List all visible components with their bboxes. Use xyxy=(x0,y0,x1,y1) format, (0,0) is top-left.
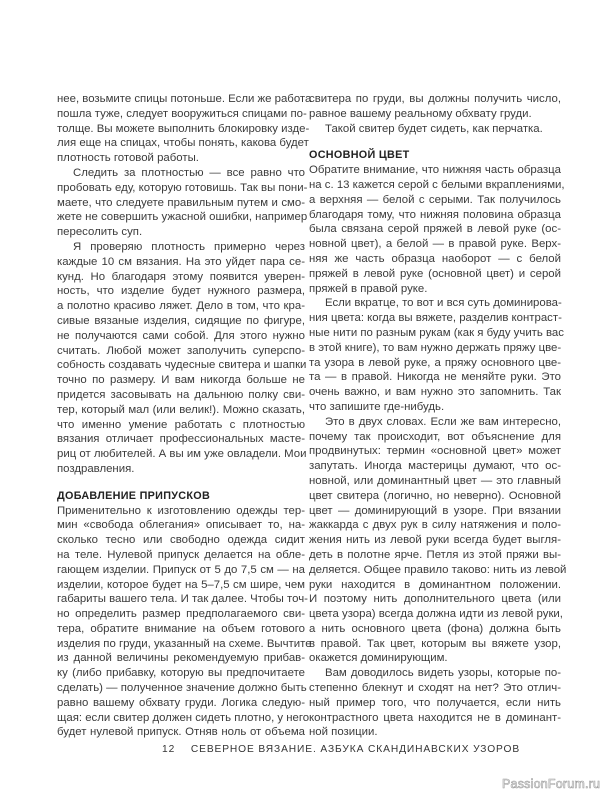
text-line: Следить за плотностью — все равно что xyxy=(73,166,305,179)
text-line: мин «свобода облегания» описывает то, на- xyxy=(57,519,305,532)
text-line: пряжей в правой руке. xyxy=(309,282,428,295)
text-line: жаккарда с двух рук в силу натяжения и поло- xyxy=(309,519,561,532)
text-line: но определить размер предполагаемого сви- xyxy=(57,608,305,621)
text-line: продвинутых: термин «основной цвет» может xyxy=(309,445,561,458)
text-line: сивые вязаные изделия, сидящие по фигуре, xyxy=(57,314,305,327)
text-line: на теле. Нулевой припуск делается на обле- xyxy=(57,548,305,561)
text-line: ку (либо прибавку, которую вы предпочитаете xyxy=(57,667,305,680)
text-line: изделии, которое будет на 5–7,5 см шире, чем xyxy=(57,578,305,591)
watermark: PassionForum.ru xyxy=(502,777,601,791)
left-column xyxy=(57,92,312,740)
text-line: из данной величины рекомендуемую прибав- xyxy=(57,652,305,665)
text-line: в этой книге), то вам нужно держать пряжу цве- xyxy=(309,341,562,354)
text-line: а полотно красиво ляжет. Дело в том, что кра- xyxy=(57,300,305,313)
text-line: руки находится в доминантном положении. xyxy=(309,578,561,591)
text-line: сделать) — полученное значение должно быть xyxy=(57,682,307,695)
text-line: пошла туже, следует вооружиться спицами по- xyxy=(57,107,307,120)
text-line: толще. Вы можете выполнить блокировку изде- xyxy=(57,122,310,135)
text-line: запутать. Иногда мастерицы думают, что ос- xyxy=(309,460,561,473)
text-line: тера, обратите внимание на объем готового xyxy=(57,622,305,635)
text-line: изделия по груди, указанный на схеме. Вычтите xyxy=(57,637,312,650)
text-line: И поэтому нить дополнительного цвета (или xyxy=(309,593,561,606)
text-line: собность создавать чудесные свитера и шапки xyxy=(57,359,307,372)
text-line: будет нулевой припуск. Отняв ноль от объема xyxy=(57,726,305,739)
text-line: цвет — доминирующий в узоре. При вязании xyxy=(309,504,561,517)
text-line: тер, который мал (или велик!). Можно сказать, xyxy=(57,403,305,416)
text-line: деть в полотне ярче. Петля из этой пряжи вы- xyxy=(309,548,561,561)
text-line: в правой. Так цвет, которым вы вяжете узор, xyxy=(309,637,561,650)
text-line: плотность готовой работы. xyxy=(57,152,199,165)
text-line: новной цвет), а белой — в правой руке. Верх- xyxy=(309,238,561,251)
text-line: сколько тесно или свободно одежда сидит xyxy=(57,534,305,547)
text-line: цвета узора) всегда должна идти из левой руки, xyxy=(309,608,563,621)
text-line: почему так происходит, вот объяснение для xyxy=(309,430,561,443)
section-heading: ДОБАВЛЕНИЕ ПРИПУСКОВ xyxy=(57,489,211,502)
text-line: вязания отличает профессиональных масте- xyxy=(57,433,305,446)
text-line: маете, что следуете правильным путем и смо- xyxy=(57,196,305,209)
text-line: нее, возьмите спицы потоньше. Если же работа xyxy=(57,93,312,105)
text-line: ные нити по разным рукам (как я буду учить вас xyxy=(309,326,564,339)
text-line: окажется доминирующим. xyxy=(309,652,448,665)
text-line: равное вашему реальному обхвату груди. xyxy=(309,107,532,120)
text-line: а нить основного цвета (фона) должна быть xyxy=(309,622,561,635)
text-line: не получаются сами собой. Для этого нужно xyxy=(57,329,305,342)
text-line: та — в правой. Никогда не меняйте руки. Это xyxy=(309,371,561,384)
text-line: пересолить суп. xyxy=(57,226,143,239)
text-line: считать. Любой может заполучить суперспо- xyxy=(57,344,305,357)
text-line: ность, что изделие будет нужного размера, xyxy=(57,285,305,298)
text-line: риц от любителей. А вы им уже овладели. Мои xyxy=(57,448,307,461)
text-line: на с. 13 кажется серой с белыми вкраплениями, xyxy=(309,178,565,191)
text-line: лия еще на спицах, чтобы понять, какова будет xyxy=(57,137,309,150)
text-line: пробовать еду, которую готовишь. Так вы пони- xyxy=(57,181,308,194)
text-line: гающем изделии. Припуск от 5 до 7,5 см — на xyxy=(57,563,305,576)
text-line: степенно блекнут и сходят на нет? Это отлич- xyxy=(309,682,561,695)
text-line: деляется. Общее правило таково: нить из левой xyxy=(309,563,567,576)
text-line: та узора в левой руке, а пряжу основного цве- xyxy=(309,356,561,369)
running-title: СЕВЕРНОЕ ВЯЗАНИЕ. АЗБУКА СКАНДИНАВСКИХ УЗОРОВ xyxy=(190,744,521,755)
text-line: цвет свитера (логично, но неверно). Основной xyxy=(309,489,561,502)
text-line: ния цвета: когда вы вяжете, разделив контраст- xyxy=(309,312,562,325)
text-line: была связана серой пряжей в левой руке (ос- xyxy=(309,223,561,236)
text-line: поздравления. xyxy=(57,462,135,475)
section-heading: ОСНОВНОЙ ЦВЕТ xyxy=(309,149,410,162)
text-line: каждые 10 см вязания. На это уйдет пара се- xyxy=(57,255,305,268)
text-line: Это в двух словах. Если же вам интересно, xyxy=(325,415,561,428)
text-line: точно по размеру. И вам никогда больше не xyxy=(57,374,305,387)
text-line: а верхняя — белой с серыми. Так получилось xyxy=(309,193,561,206)
text-line: Такой свитер будет сидеть, как перчатка. xyxy=(325,122,543,135)
text-line: очень важно, и вам нужно это запомнить. Так xyxy=(309,386,561,399)
right-column xyxy=(309,92,567,740)
text-line: ный пример того, что получается, если нить xyxy=(309,696,561,709)
page-number: 12 xyxy=(162,744,176,755)
text-line: щая: если свитер должен сидеть плотно, у него xyxy=(57,711,310,724)
text-line: свитера по груди, вы должны получить число, xyxy=(309,93,561,105)
text-line: что именно умение работать с плотностью xyxy=(57,418,305,431)
text-line: ной позиции. xyxy=(309,726,378,739)
page-footer xyxy=(162,744,520,755)
text-line: Применительно к изготовлению одежды тер- xyxy=(57,504,305,517)
text-line: жения нить из левой руки всегда будет выгля- xyxy=(309,534,561,547)
text-line: равно вашему обхвату груди. Логика следую- xyxy=(57,696,305,709)
text-line: благодаря тому, что нижняя половина образца xyxy=(309,208,561,221)
text-line: жете не совершить ужасной ошибки, например xyxy=(57,211,308,224)
text-line: Обратите внимание, что нижняя часть образца xyxy=(309,164,561,177)
text-line: пряжей в левой руке (основной цвет) и серой xyxy=(309,267,561,280)
text-line: габариты вашего тела. И так далее. Чтобы точ- xyxy=(57,593,308,606)
text-line: контрастного цвета находится не в доминант- xyxy=(309,711,561,724)
text-line: что запишите где-нибудь. xyxy=(309,400,445,413)
text-line: Я проверяю плотность примерно через xyxy=(73,240,305,253)
text-line: Вам доводилось видеть узоры, которые по- xyxy=(325,667,561,680)
text-line: кунд. Но благодаря этому появится уверен- xyxy=(57,270,305,283)
text-line: Если вкратце, то вот и вся суть доминирова- xyxy=(325,297,562,310)
text-line: новной, или доминантный цвет — это главный xyxy=(309,474,561,487)
text-line: придется засовывать на дальнюю полку сви- xyxy=(57,388,305,401)
text-line: няя же часть образца наоборот — с белой xyxy=(309,252,561,265)
